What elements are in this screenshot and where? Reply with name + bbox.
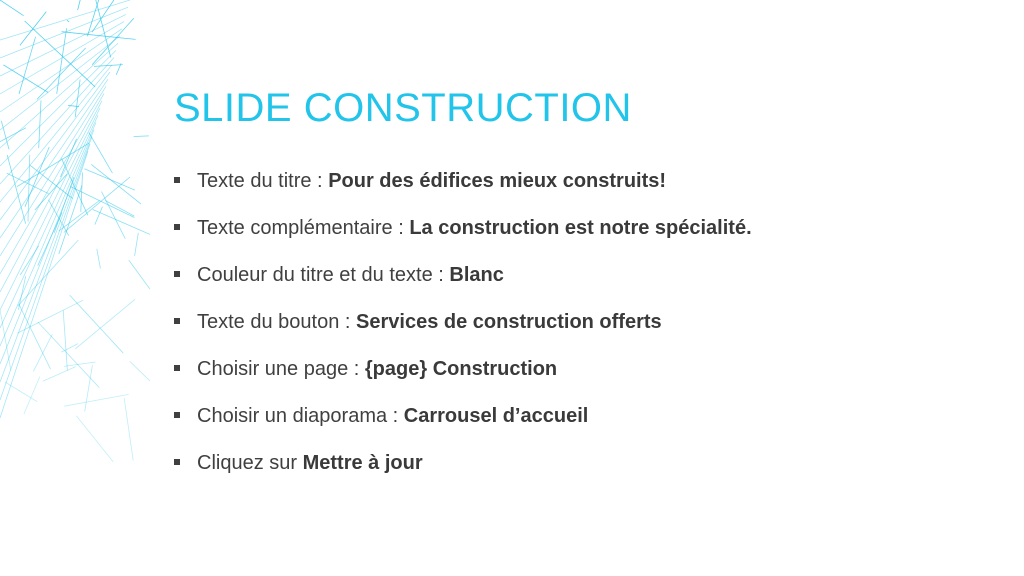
decor-line [63,310,67,370]
decor-line [124,398,133,460]
decor-line [20,12,46,46]
bullet-square-icon [174,224,180,230]
bullet-list [174,170,752,499]
bullet-item [174,358,752,405]
bullet-item [174,170,752,217]
decor-line [85,365,93,411]
decor-line [0,130,94,364]
decor-line [0,137,92,382]
bullet-label: Texte du titre : [197,170,323,192]
decor-line [1,121,9,150]
bullet-label: Choisir un diaporama : [197,405,399,427]
bullet-label: Texte du bouton : [197,311,351,333]
decor-line [25,21,95,87]
bullet-square-icon [174,177,180,183]
decor-line [43,367,76,382]
decor-line [0,310,11,371]
bullet-item [174,217,752,264]
decor-line [18,300,84,333]
decor-line [95,207,103,225]
bullet-label: Choisir une page : [197,358,360,380]
decor-line [75,299,135,349]
decor-line [135,233,139,256]
decor-line [0,94,104,274]
bullet-square-icon [174,365,180,371]
decor-line [134,136,149,137]
bullet-value: {page} Construction [364,358,558,380]
decor-line [91,164,141,204]
decor-line [0,0,130,40]
bullet-label: Cliquez sur [197,452,298,474]
decor-line [0,79,108,238]
slide-title: SLIDE CONSTRUCTION [174,86,632,130]
decor-line [64,394,128,406]
wireframe-lines-icon [0,0,150,576]
bullet-value: Carrousel d’accueil [403,405,589,427]
decor-line [64,362,96,366]
decor-line [28,155,30,222]
decor-line [129,260,150,289]
bullet-value: Blanc [449,264,504,286]
decor-line [0,0,24,16]
decor-line [0,144,90,400]
decor-line [89,133,113,174]
bullet-square-icon [174,459,180,465]
decor-line [5,382,37,402]
decor-line [67,20,69,22]
decor-line [94,65,123,67]
bullet-square-icon [174,271,180,277]
bullet-value: Pour des édifices mieux construits! [328,170,667,192]
bullet-square-icon [174,318,180,324]
decor-line [0,29,122,112]
bullet-label: Couleur du titre et du texte : [197,264,444,286]
bullet-square-icon [174,412,180,418]
bullet-value: Mettre à jour [302,452,423,474]
bullet-value: Services de construction offerts [356,311,662,333]
decor-line [70,295,124,353]
bullet-item [174,405,752,452]
bullet-label: Texte complémentaire : [197,217,404,239]
bullet-item [174,311,752,358]
decor-line [61,344,78,353]
bullet-item [174,452,752,499]
decor-line [78,0,81,10]
decor-line [76,416,113,462]
decor-line [0,14,126,76]
decor-line [130,361,150,381]
decor-line [62,32,136,40]
decor-line [57,28,67,94]
decor-line [97,249,101,269]
bullet-item [174,264,752,311]
decor-line [30,165,73,198]
bullet-value: La construction est notre spécialité. [409,217,752,239]
